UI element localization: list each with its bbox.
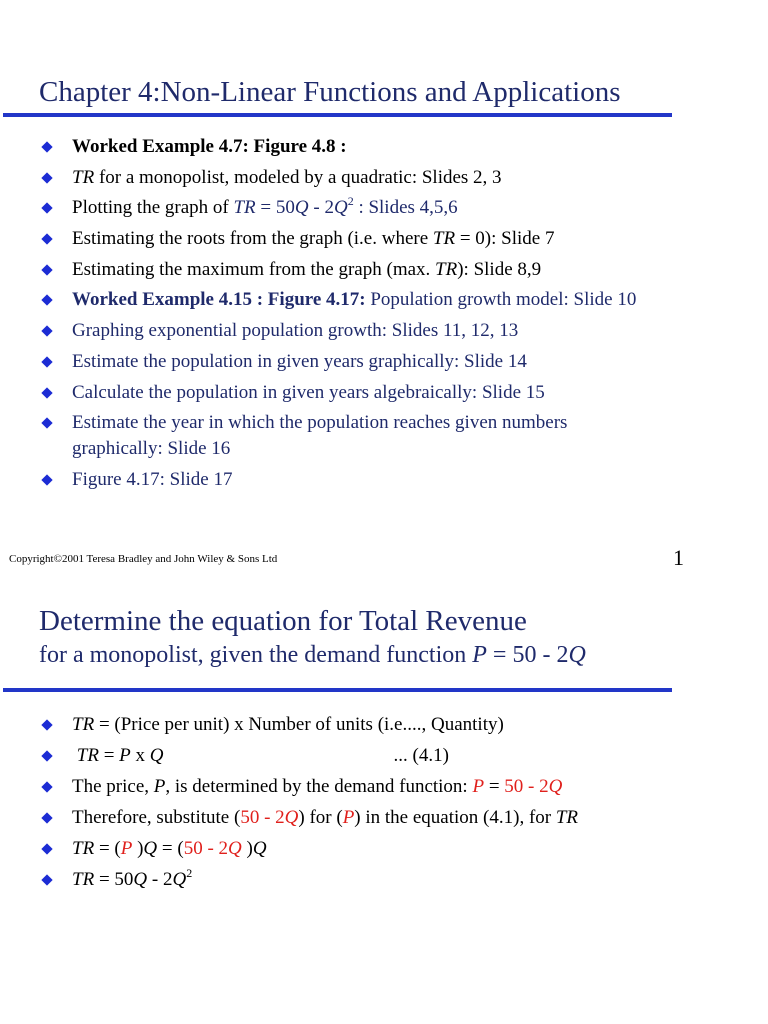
bullet-item <box>39 165 659 191</box>
p-symbol: P <box>472 642 487 668</box>
q-symbol: Q <box>228 838 242 859</box>
bullet-item <box>39 805 659 831</box>
bullet-item <box>39 349 659 375</box>
bullet-text: Figure 4.17: Slide 17 <box>72 468 233 490</box>
tr-symbol: TR <box>72 838 95 859</box>
diamond-bullet-icon <box>41 295 52 306</box>
bullet-text: , is determined by the demand function: <box>165 776 473 797</box>
equation-part: = ( <box>94 838 121 859</box>
tr-symbol: TR <box>435 258 458 280</box>
bullet-item <box>39 410 659 462</box>
diamond-bullet-icon <box>41 719 52 730</box>
diamond-bullet-icon <box>41 781 52 792</box>
diamond-bullet-icon <box>41 233 52 244</box>
bullet-text: = 0): Slide 7 <box>455 228 555 250</box>
q-symbol: Q <box>252 838 267 859</box>
tr-symbol: TR <box>432 228 456 250</box>
bullet-text: Calculate the population in given years algebraically: Slide 15 <box>72 381 545 403</box>
equation-part: = <box>98 745 120 766</box>
exponent: 2 <box>347 194 354 209</box>
bullet-text: Therefore, substitute ( <box>72 807 241 828</box>
tr-symbol: TR <box>72 869 95 890</box>
diamond-bullet-icon <box>41 418 52 429</box>
equation-part: 50 - 2 <box>183 838 229 859</box>
p-symbol: P <box>119 745 131 766</box>
diamond-bullet-icon <box>41 141 52 152</box>
bullet-item <box>39 743 659 769</box>
diamond-bullet-icon <box>41 843 52 854</box>
equation-part: x <box>130 745 150 766</box>
slide-2-subtitle <box>39 642 586 669</box>
diamond-bullet-icon <box>41 812 52 823</box>
slide-2-bullet-list <box>39 712 659 898</box>
subtitle-text: = 50 - 2 <box>486 642 569 668</box>
diamond-bullet-icon <box>41 172 52 183</box>
tr-symbol: TR <box>72 714 95 735</box>
equation-part: ) <box>132 838 144 859</box>
p-symbol: P <box>120 838 133 859</box>
diamond-bullet-icon <box>41 874 52 885</box>
bullet-item <box>39 134 659 160</box>
bullet-item <box>39 712 659 738</box>
title-divider <box>3 688 672 692</box>
bullet-text: Plotting the graph of <box>72 197 234 219</box>
q-symbol: Q <box>149 745 164 766</box>
equation-part: - 2 <box>147 869 173 890</box>
slide-2-title: Determine the equation for Total Revenue <box>39 605 527 637</box>
bullet-text: Graphing exponential population growth: Slides 11, 12, 13 <box>72 320 519 342</box>
bullet-item <box>39 226 659 252</box>
p-symbol: P <box>153 776 166 797</box>
bullet-text: ) for ( <box>298 807 343 828</box>
bullet-item <box>39 318 659 344</box>
tr-symbol: TR <box>555 807 579 828</box>
bullet-heading: Worked Example 4.15 : Figure 4.17: <box>72 289 366 311</box>
equation-part: 50 - 2 <box>240 807 285 828</box>
bullet-text: = (Price per unit) x Number of units (i.e...., Quantity) <box>94 714 504 735</box>
bullet-text: Estimating the roots from the graph (i.e. where <box>72 228 433 250</box>
tr-symbol: TR <box>233 197 256 219</box>
bullet-item <box>39 774 659 800</box>
bullet-text: ): Slide 8,9 <box>457 258 542 280</box>
diamond-bullet-icon <box>41 325 52 336</box>
equation-part: 50 - 2 <box>504 776 549 797</box>
bullet-text: Estimating the maximum from the graph (max. <box>72 258 436 280</box>
slide-1-title: Chapter 4:Non-Linear Functions and Applications <box>39 76 621 108</box>
bullet-item <box>39 836 659 862</box>
bullet-item <box>39 467 659 493</box>
bullet-text: Estimate the population in given years graphically: Slide 14 <box>72 350 527 372</box>
q-symbol: Q <box>548 776 563 797</box>
p-symbol: P <box>342 807 355 828</box>
diamond-bullet-icon <box>41 474 52 485</box>
equation-part: - 2 <box>308 197 334 219</box>
slide-2 <box>0 580 768 1024</box>
bullet-item <box>39 195 659 221</box>
subtitle-text: for a monopolist, given the demand function <box>39 642 473 668</box>
diamond-bullet-icon <box>41 264 52 275</box>
diamond-bullet-icon <box>41 750 52 761</box>
q-symbol: Q <box>133 869 148 890</box>
bullet-text: Estimate the year in which the population reaches given numbers graphically: Slide 16 <box>72 412 568 460</box>
bullet-text: for a monopolist, modeled by a quadratic: Slides 2, 3 <box>94 166 502 188</box>
page-number: 1 <box>673 545 684 570</box>
bullet-text: ) in the equation (4.1), for <box>354 807 556 828</box>
p-symbol: P <box>472 776 485 797</box>
slide-1-bullet-list <box>39 134 659 498</box>
equation-part: = <box>484 776 505 797</box>
q-symbol: Q <box>333 197 348 219</box>
equation-reference: ... (4.1) <box>393 745 449 766</box>
bullet-item <box>39 257 659 283</box>
bullet-text: The price, <box>72 776 154 797</box>
exponent: 2 <box>186 866 193 880</box>
title-divider <box>3 113 672 117</box>
bullet-text: Worked Example 4.7: Figure 4.8 : <box>72 136 347 157</box>
diamond-bullet-icon <box>41 387 52 398</box>
tr-symbol: TR <box>76 745 99 766</box>
bullet-item <box>39 287 659 313</box>
equation-part: = 50 <box>94 869 134 890</box>
q-symbol: Q <box>568 642 586 668</box>
bullet-item <box>39 867 659 893</box>
q-symbol: Q <box>284 807 299 828</box>
equation-part: = ( <box>157 838 184 859</box>
copyright-footer: Copyright©2001 Teresa Bradley and John Wiley & Sons Ltd <box>9 553 278 565</box>
bullet-item <box>39 380 659 406</box>
equation-part: ) <box>241 838 253 859</box>
equation-part: = 50 <box>255 197 295 219</box>
q-symbol: Q <box>294 197 309 219</box>
bullet-text: Population growth model: Slide 10 <box>365 289 637 311</box>
q-symbol: Q <box>172 869 187 890</box>
tr-symbol: TR <box>72 166 95 188</box>
diamond-bullet-icon <box>41 203 52 214</box>
q-symbol: Q <box>143 838 158 859</box>
diamond-bullet-icon <box>41 356 52 367</box>
bullet-text: : Slides 4,5,6 <box>353 197 458 219</box>
